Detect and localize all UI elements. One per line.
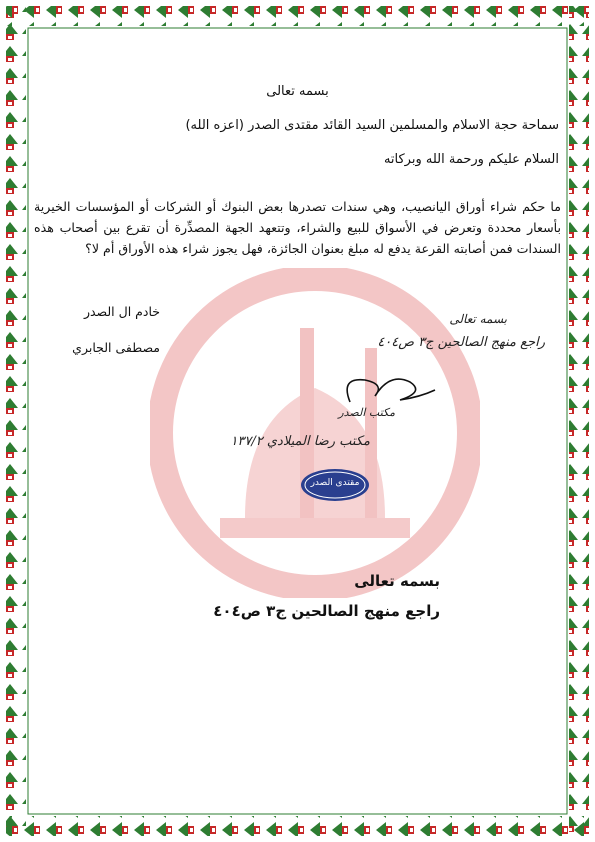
mosque-watermark: [150, 268, 480, 598]
handwritten-signature-label: مكتب الصدر: [338, 406, 395, 419]
handwritten-signature: [330, 362, 440, 412]
answer-basmala: بسمه تعالى: [354, 572, 440, 590]
office-seal: [300, 468, 370, 502]
sender-name: مصطفى الجابري: [72, 340, 160, 355]
sender-title: خادم ال الصدر: [83, 304, 160, 319]
handwritten-office-line: مكتب رضا الميلادي ١٣٧/٢: [230, 434, 370, 449]
letter-question: ما حكم شراء أوراق اليانصيب، وهي سندات تصدرها بعض البنوك أو الشركات أو المؤسسات الخيرية بأسعار محددة وتعرض في الأسواق للبيع والشراء، وتتعهد الجهة المصدِّرة أن تقرع بين أصحاب هذه السندات فمن أصابته القرعة يدفع له مبلغ بعنوان الجائزة، فهل يجوز شراء هذه الأوراق أم لا؟: [34, 199, 561, 256]
seal-text: مقتدى الصدر: [310, 478, 360, 488]
handwritten-basmala: بسمه تعالى: [449, 312, 507, 326]
answer-reference: راجع منهج الصالحين ج٣ ص٤٠٤: [213, 602, 440, 620]
handwritten-reference: راجع منهج الصالحين ج٣ ص٤٠٤: [377, 335, 545, 350]
letter-addressee: سماحة حجة الاسلام والمسلمين السيد القائد مقتدى الصدر (اعزه الله): [185, 118, 559, 133]
letter-basmala: بسمه تعالى: [266, 84, 329, 99]
letter-greeting: السلام عليكم ورحمة الله وبركاته: [383, 152, 559, 167]
